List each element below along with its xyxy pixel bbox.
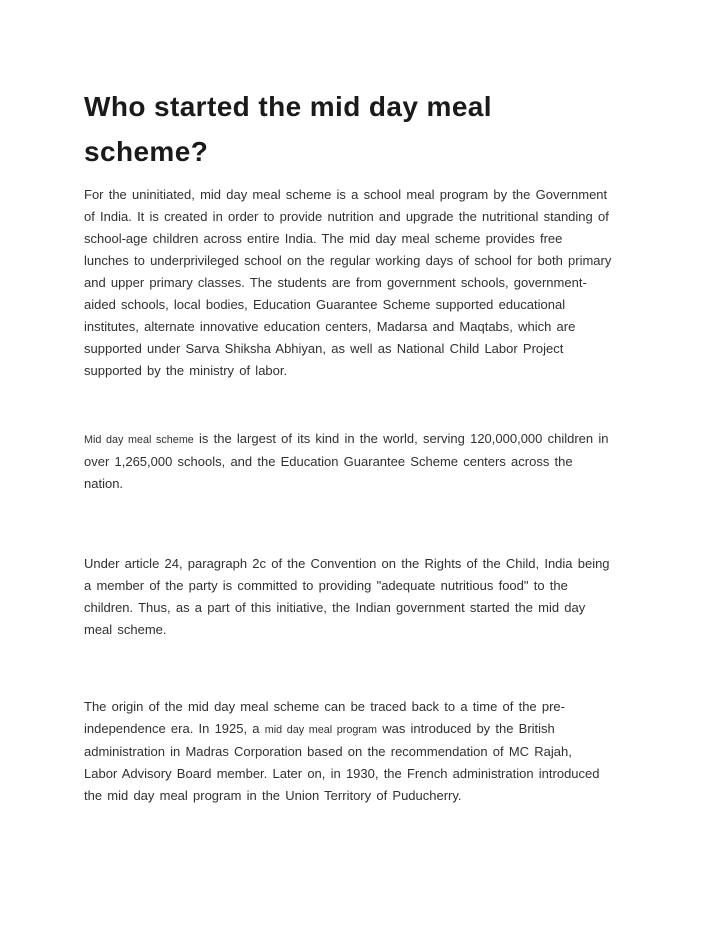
text-segment: lunches to underprivileged school on the regular working days of school for both primary bbox=[84, 253, 612, 268]
text-segment: and upper primary classes. The students are from government schools, government- bbox=[84, 275, 587, 290]
text-segment: administration in Madras Corporation based on the recommendation of MC Rajah, bbox=[84, 744, 572, 759]
text-segment: supported under Sarva Shiksha Abhiyan, as well as National Child Labor Project bbox=[84, 341, 564, 356]
title-line: scheme? bbox=[84, 136, 209, 167]
text-segment: Under article 24, paragraph 2c of the Convention on the Rights of the Child, India being bbox=[84, 556, 610, 571]
text-segment: meal scheme. bbox=[84, 622, 167, 637]
text-segment: For the uninitiated, mid day meal scheme is a school meal program by the Government bbox=[84, 187, 608, 202]
text-line bbox=[84, 763, 644, 785]
paragraph-origin bbox=[84, 696, 644, 807]
text-segment: Labor Advisory Board member. Later on, in 1930, the French administration introduced bbox=[84, 766, 600, 781]
inline-term-small: mid day meal program bbox=[264, 724, 377, 736]
text-line bbox=[84, 228, 644, 250]
text-line bbox=[84, 184, 644, 206]
text-segment: institutes, alternate innovative education centers, Madarsa and Maqtabs, which are bbox=[84, 319, 576, 334]
text-segment: supported by the ministry of labor. bbox=[84, 363, 288, 378]
text-line bbox=[84, 619, 644, 641]
text-line bbox=[84, 428, 644, 451]
paragraph-intro bbox=[84, 184, 644, 382]
text-line bbox=[84, 294, 644, 316]
text-line bbox=[84, 451, 644, 473]
inline-term-small: Mid day meal scheme bbox=[84, 434, 194, 446]
text-segment: nation. bbox=[84, 476, 124, 491]
text-segment: school-age children across entire India. The mid day meal scheme provides free bbox=[84, 231, 563, 246]
text-segment: of India. It is created in order to provide nutrition and upgrade the nutritional standing of bbox=[84, 209, 609, 224]
text-segment: aided schools, local bodies, Education Guarantee Scheme supported educational bbox=[84, 297, 566, 312]
text-segment: a member of the party is committed to providing "adequate nutritious food" to the bbox=[84, 578, 568, 593]
text-line bbox=[84, 206, 644, 228]
text-line bbox=[84, 473, 644, 495]
text-segment: over 1,265,000 schools, and the Education Guarantee Scheme centers across the bbox=[84, 454, 573, 469]
text-line bbox=[84, 785, 644, 807]
text-segment: The origin of the mid day meal scheme can be traced back to a time of the pre- bbox=[84, 699, 565, 714]
document-body bbox=[84, 184, 644, 807]
text-segment: is the largest of its kind in the world, serving 120,000,000 children in bbox=[193, 431, 609, 446]
paragraph-convention bbox=[84, 553, 644, 641]
title-line: Who started the mid day meal bbox=[84, 91, 492, 122]
text-line bbox=[84, 718, 644, 741]
paragraph-scale bbox=[84, 428, 644, 495]
text-line bbox=[84, 741, 644, 763]
text-line bbox=[84, 696, 644, 718]
text-line bbox=[84, 360, 644, 382]
text-line bbox=[84, 575, 644, 597]
text-line bbox=[84, 316, 644, 338]
text-line bbox=[84, 250, 644, 272]
page-title bbox=[84, 84, 644, 174]
text-segment: independence era. In 1925, a bbox=[84, 721, 265, 736]
text-line bbox=[84, 272, 644, 294]
text-segment: was introduced by the British bbox=[376, 721, 555, 736]
text-segment: children. Thus, as a part of this initiative, the Indian government started the mid day bbox=[84, 600, 586, 615]
text-line bbox=[84, 553, 644, 575]
text-line bbox=[84, 338, 644, 360]
text-line bbox=[84, 597, 644, 619]
text-segment: the mid day meal program in the Union Territory of Puducherry. bbox=[84, 788, 462, 803]
